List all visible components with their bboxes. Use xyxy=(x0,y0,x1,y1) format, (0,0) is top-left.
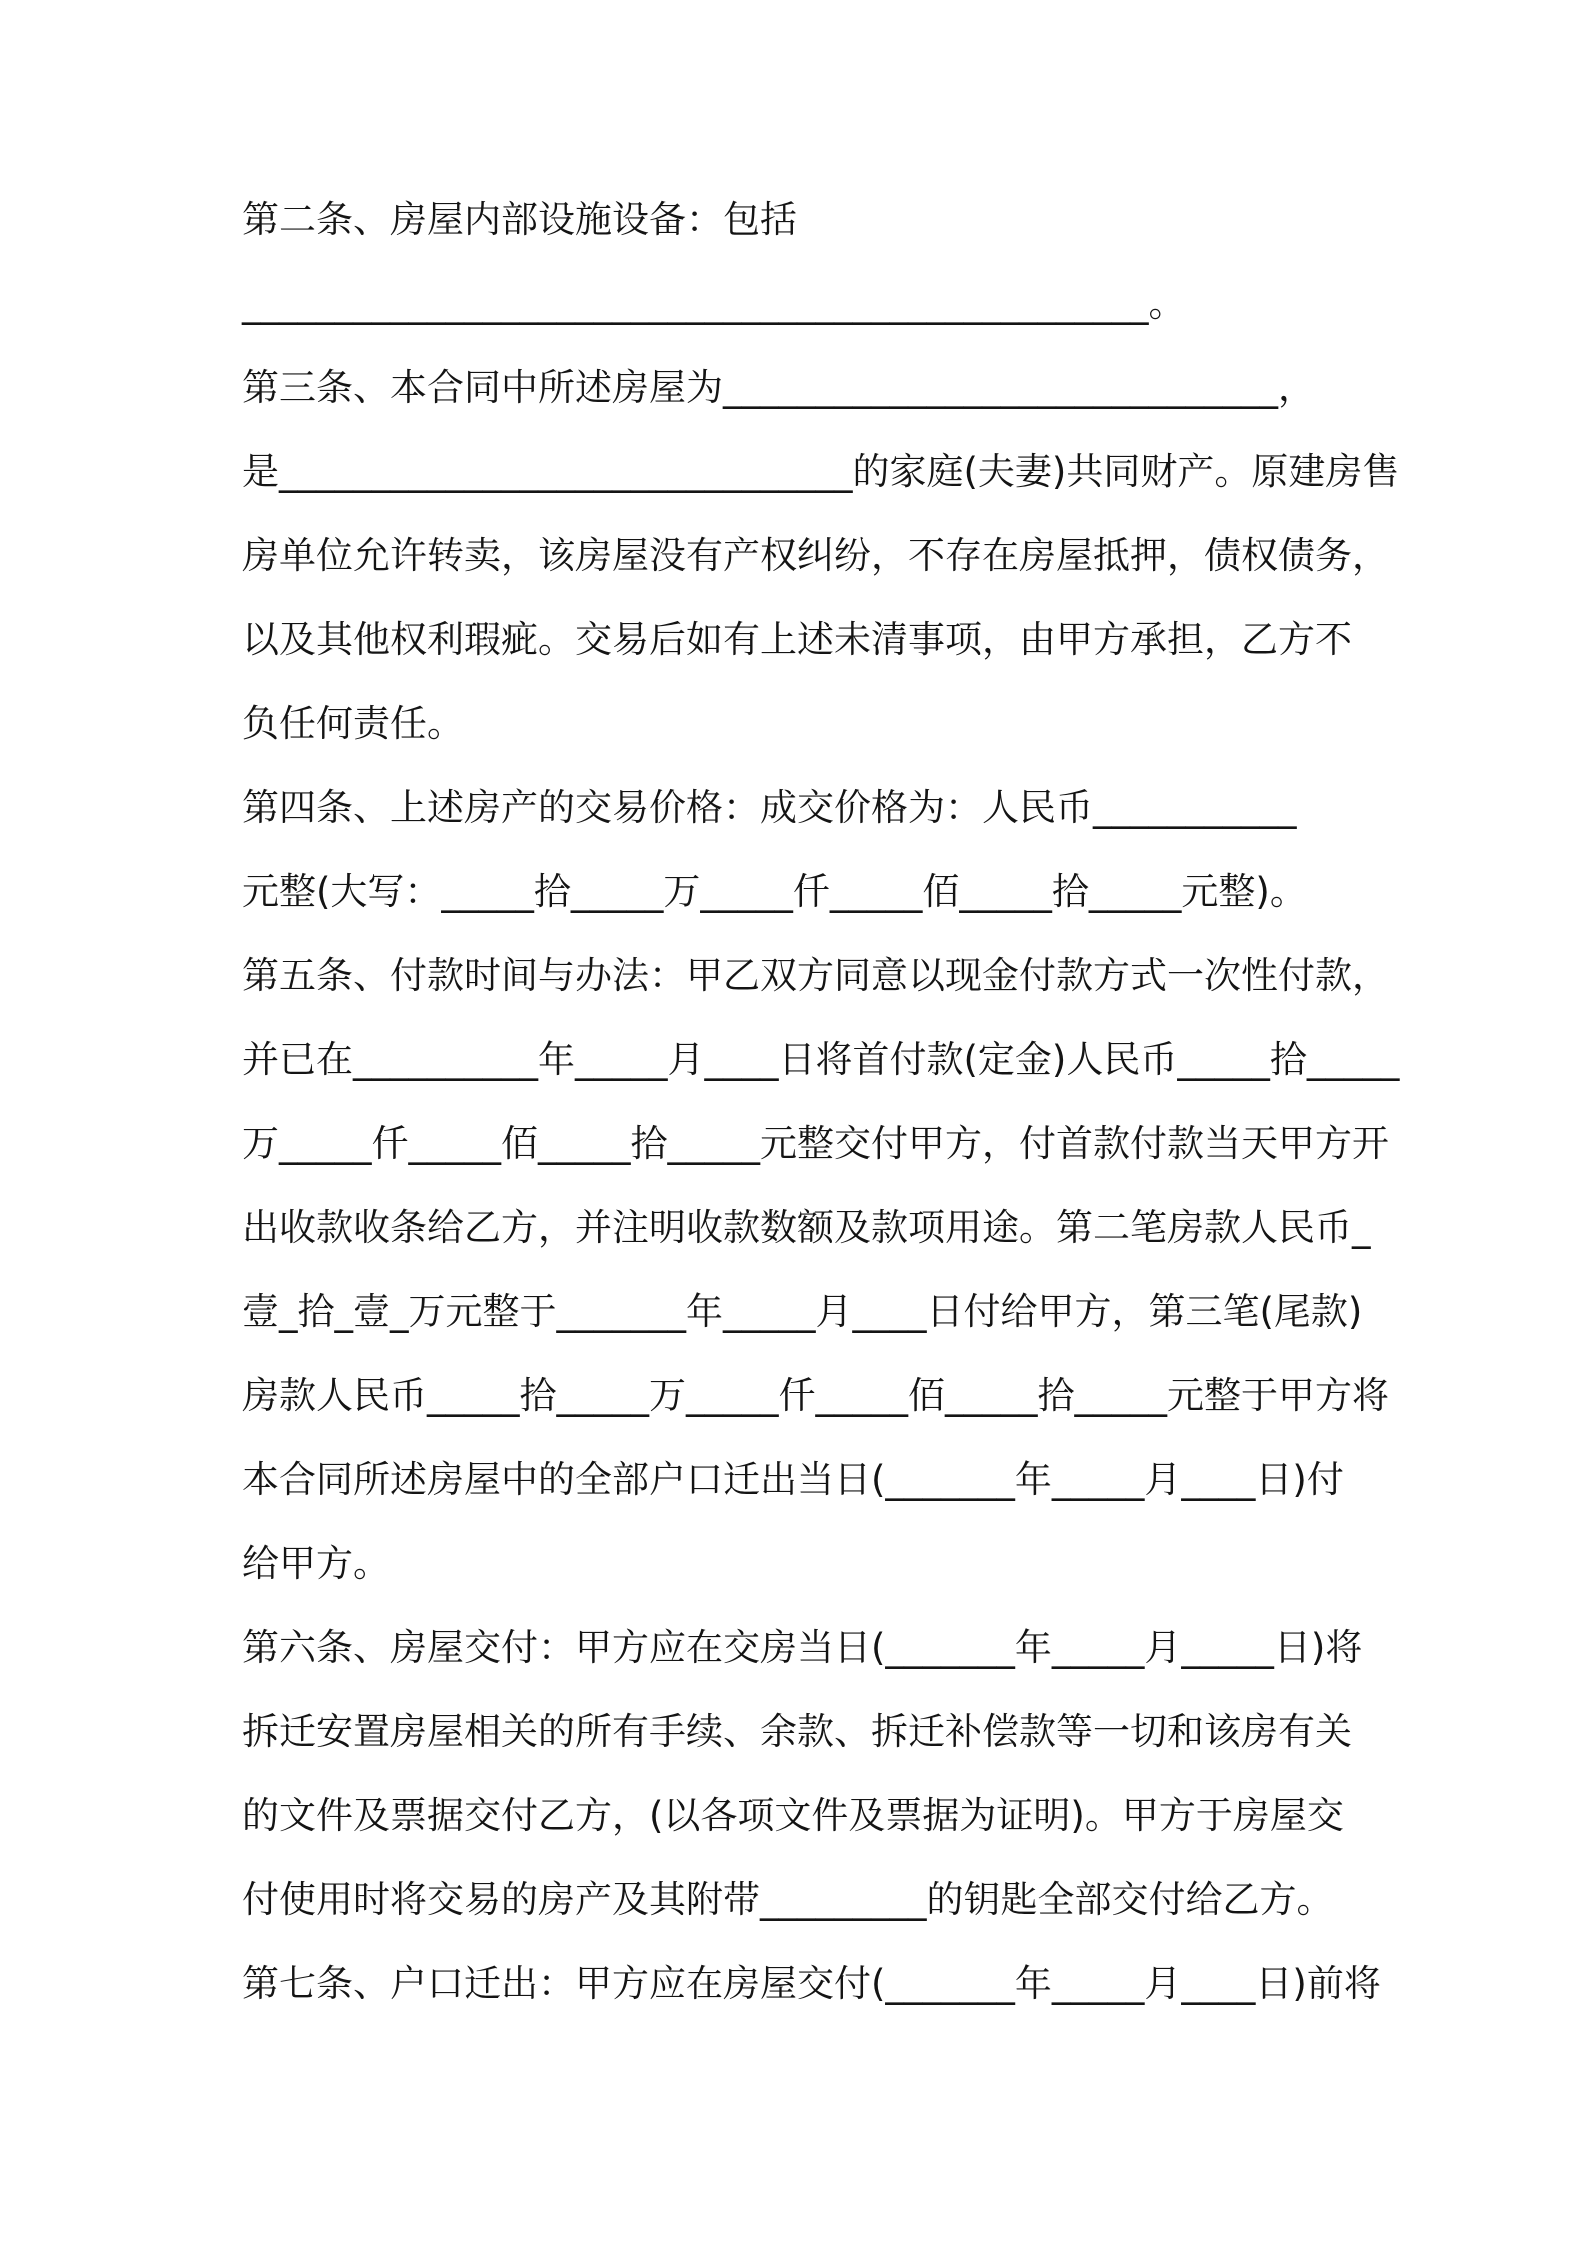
text-line: 以及其他权利瑕疵。交易后如有上述未清事项，由甲方承担，乙方不 xyxy=(242,618,1352,661)
text-line: 第三条、本合同中所述房屋为______________________________， xyxy=(242,366,1315,409)
contract-page xyxy=(242,198,1400,2046)
text-line: 房单位允许转卖，该房屋没有产权纠纷，不存在房屋抵押，债权债务， xyxy=(242,534,1389,577)
text-line: 第五条、付款时间与办法：甲乙双方同意以现金付款方式一次性付款， xyxy=(242,954,1389,997)
text-line: 元整(大写：_____拾_____万_____仟_____佰_____拾_____元整)。 xyxy=(242,870,1307,913)
text-line: 的文件及票据交付乙方，(以各项文件及票据为证明)。甲方于房屋交 xyxy=(242,1794,1344,1837)
text-line: 第七条、户口迁出：甲方应在房屋交付(_______年_____月____日)前将 xyxy=(242,1962,1381,2005)
text-line: 拆迁安置房屋相关的所有手续、余款、拆迁补偿款等一切和该房有关 xyxy=(242,1710,1352,1753)
text-line: 万_____仟_____佰_____拾_____元整交付甲方，付首款付款当天甲方开 xyxy=(242,1122,1389,1165)
text-line: 本合同所述房屋中的全部户口迁出当日(_______年_____月____日)付 xyxy=(242,1458,1344,1501)
text-line: 第六条、房屋交付：甲方应在交房当日(_______年_____月_____日)将 xyxy=(242,1626,1363,1669)
text-line: 第二条、房屋内部设施设备：包括 xyxy=(242,198,797,241)
text-line: 房款人民币_____拾_____万_____仟_____佰_____拾_____元整于甲方将 xyxy=(242,1374,1389,1417)
text-line: 出收款收条给乙方，并注明收款数额及款项用途。第二笔房款人民币_ xyxy=(242,1206,1371,1249)
text-line: 第四条、上述房产的交易价格：成交价格为：人民币___________ xyxy=(242,786,1297,829)
text-line: _________________________________________________。 xyxy=(242,282,1186,325)
text-line: 负任何责任。 xyxy=(242,702,464,745)
text-line: 并已在__________年_____月____日将首付款(定金)人民币_____拾_____ xyxy=(242,1038,1400,1081)
text-line: 给甲方。 xyxy=(242,1542,390,1585)
text-line: 付使用时将交易的房产及其附带_________的钥匙全部交付给乙方。 xyxy=(242,1878,1334,1921)
text-line: 是_______________________________的家庭(夫妻)共同财产。原建房售 xyxy=(242,450,1400,493)
text-line: 壹_拾_壹_万元整于_______年_____月____日付给甲方，第三笔(尾款) xyxy=(242,1290,1363,1333)
